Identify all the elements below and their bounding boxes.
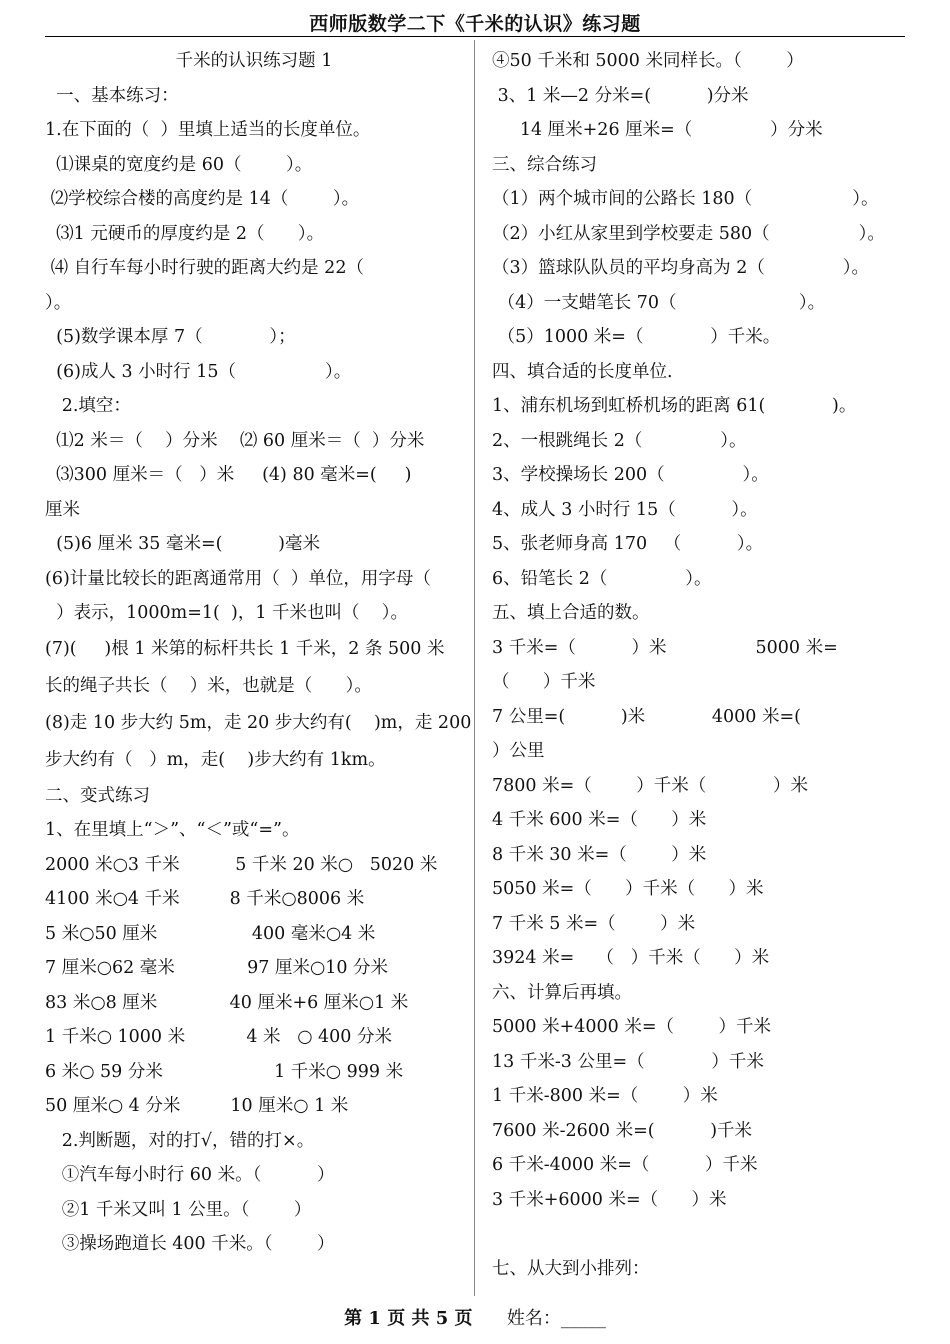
exercise-line: 1 千米-800 米=（ ）米 <box>492 1086 718 1106</box>
exercise-line: ⑶300 厘米＝（ ）米 (4) 80 毫米=( ) <box>45 465 412 485</box>
exercise-line: ③操场跑道长 400 千米。（ ） <box>45 1234 335 1254</box>
exercise-line: 5000 米+4000 米=（ ）千米 <box>492 1017 772 1037</box>
exercise-line: 7 厘米○62 毫米 97 厘米○10 分米 <box>45 958 389 978</box>
exercise-line: 2、一根跳绳长 2（ ）。 <box>492 430 747 451</box>
exercise-line: 四、填合适的长度单位. <box>492 361 673 382</box>
exercise-line: 83 米○8 厘米 40 厘米+6 厘米○1 米 <box>45 992 409 1013</box>
column-divider <box>474 40 475 1296</box>
exercise-line: 6 米○ 59 分米 1 千米○ 999 米 <box>45 1061 404 1082</box>
exercise-line: 7 公里=( )米 4000 米=( <box>492 706 801 727</box>
right-column <box>492 44 906 1286</box>
exercise-line: ⑶1 元硬币的厚度约是 2（ ）。 <box>45 223 325 244</box>
exercise-line: (5)数学课本厚 7（ ）； <box>45 327 296 347</box>
page-footer <box>0 1304 950 1330</box>
student-name-field: 姓名：_____ <box>472 1308 606 1329</box>
exercise-line: （4）一支蜡笔长 70（ ）。 <box>492 292 826 313</box>
exercise-line: 4、成人 3 小时行 15（ ）。 <box>492 499 758 520</box>
exercise-line: 50 厘米○ 4 分米 10 厘米○ 1 米 <box>45 1096 349 1116</box>
exercise-line: ⑴课桌的宽度约是 60（ ）。 <box>45 154 313 175</box>
exercise-line: (5)6 厘米 35 毫米=( )毫米 <box>45 534 320 554</box>
exercise-line: 6 千米-4000 米=（ ）千米 <box>492 1155 758 1175</box>
exercise-line: 一、基本练习： <box>45 85 179 106</box>
exercise-line: 六、计算后再填。 <box>492 982 632 1003</box>
exercise-line: （3）篮球队队员的平均身高为 2（ ）。 <box>492 258 869 278</box>
page-total-number: 5 <box>435 1308 449 1329</box>
exercise-line: 2.判断题，对的打√，错的打×。 <box>45 1130 315 1151</box>
header-rule <box>45 36 905 37</box>
exercise-line: 7 千米 5 米=（ ）米 <box>492 913 696 934</box>
exercise-line: ）表示，1000m=1( )，1 千米也叫（ ）。 <box>45 603 409 623</box>
left-column <box>45 44 472 1262</box>
exercise-line: 3924 米= （ ）千米（ ）米 <box>492 948 770 968</box>
exercise-line: 厘米 <box>45 499 80 520</box>
exercise-line: 3、1 米—2 分米=( )分米 <box>492 85 749 106</box>
page-label-suffix: 页 <box>448 1308 473 1329</box>
exercise-line: （5）1000 米=（ ）千米。 <box>492 327 781 347</box>
exercise-line: 长的绳子共长（ ）米，也就是（ ）。 <box>45 675 372 696</box>
exercise-line: 7800 米=（ ）千米（ ）米 <box>492 775 809 796</box>
exercise-line: 1.在下面的（ ）里填上适当的长度单位。 <box>45 120 371 140</box>
exercise-line: 3、学校操场长 200（ ）。 <box>492 465 769 485</box>
exercise-line: (6)成人 3 小时行 15（ ）。 <box>45 361 352 382</box>
exercise-line: ⑵学校综合楼的高度约是 14（ ）。 <box>45 189 360 209</box>
exercise-line: （2）小红从家里到学校要走 580（ ）。 <box>492 223 885 244</box>
page-current-number: 1 <box>368 1308 381 1329</box>
exercise-line: 4 千米 600 米=（ ）米 <box>492 810 707 830</box>
exercise-line: 七、从大到小排列： <box>492 1258 650 1279</box>
exercise-line: 3 千米=（ ）米 5000 米= <box>492 637 838 658</box>
exercise-line: 4100 米○4 千米 8 千米○8006 米 <box>45 889 365 909</box>
page-label-middle: 页 共 <box>380 1308 436 1329</box>
exercise-line: 2.填空： <box>45 396 131 416</box>
exercise-line: ②1 千米又叫 1 公里。（ ） <box>45 1199 312 1220</box>
exercise-line: 5 米○50 厘米 400 毫米○4 米 <box>45 923 376 944</box>
exercise-line: ）公里 <box>492 741 545 761</box>
exercise-line: 14 厘米+26 厘米=（ ）分米 <box>492 120 823 140</box>
exercise-line: (6)计量比较长的距离通常用（ ）单位，用字母（ <box>45 568 431 589</box>
exercise-line: 步大约有（ ）m，走( )步大约有 1km。 <box>45 749 386 770</box>
exercise-line: 6、铅笔长 2（ ）。 <box>492 568 712 589</box>
exercise-line: 1 千米○ 1000 米 4 米 ○ 400 分米 <box>45 1027 393 1047</box>
exercise-line: 1、在里填上“＞”、“＜”或“=”。 <box>45 820 300 840</box>
exercise-line: 8 千米 30 米=（ ）米 <box>492 844 707 865</box>
exercise-line: ⑷ 自行车每小时行驶的距离大约是 22（ <box>45 258 364 278</box>
exercise-line: 2000 米○3 千米 5 千米 20 米○ 5020 米 <box>45 854 438 875</box>
exercise-line: （1）两个城市间的公路长 180（ ）。 <box>492 189 879 209</box>
exercise-line: 二、变式练习 <box>45 785 150 806</box>
exercise-line: (8)走 10 步大约 5m，走 20 步大约有( )m，走 200 <box>45 712 472 733</box>
exercise-line: 三、综合练习 <box>492 154 597 175</box>
page-title: 西师版数学二下《千米的认识》练习题 <box>309 13 641 35</box>
page-label-prefix: 第 <box>344 1308 369 1329</box>
exercise-line: 5050 米=（ ）千米（ ）米 <box>492 879 764 899</box>
exercise-line: 3 千米+6000 米=（ ）米 <box>492 1189 727 1210</box>
exercise-line: ）。 <box>45 292 72 313</box>
exercise-line: 5、张老师身高 170 （ ）。 <box>492 534 764 554</box>
exercise-line: （ ）千米 <box>492 672 596 692</box>
exercise-line: ⑴2 米＝（ ）分米 ⑵ 60 厘米＝（ ）分米 <box>45 430 425 451</box>
exercise-line: 千米的认识练习题 1 <box>175 51 333 71</box>
exercise-line: 7600 米-2600 米=( )千米 <box>492 1120 753 1141</box>
exercise-line: ①汽车每小时行 60 米。（ ） <box>45 1165 335 1185</box>
exercise-line: (7)( )根 1 米第的标杆共长 1 千米，2 条 500 米 <box>45 638 445 659</box>
exercise-line <box>492 1217 906 1252</box>
exercise-line: 13 千米-3 公里=（ ）千米 <box>492 1051 764 1072</box>
exercise-line: 1、浦东机场到虹桥机场的距离 61( )。 <box>492 396 857 416</box>
exercise-line: 五、填上合适的数。 <box>492 603 650 623</box>
exercise-line: ④50 千米和 5000 米同样长。（ ） <box>492 51 804 71</box>
